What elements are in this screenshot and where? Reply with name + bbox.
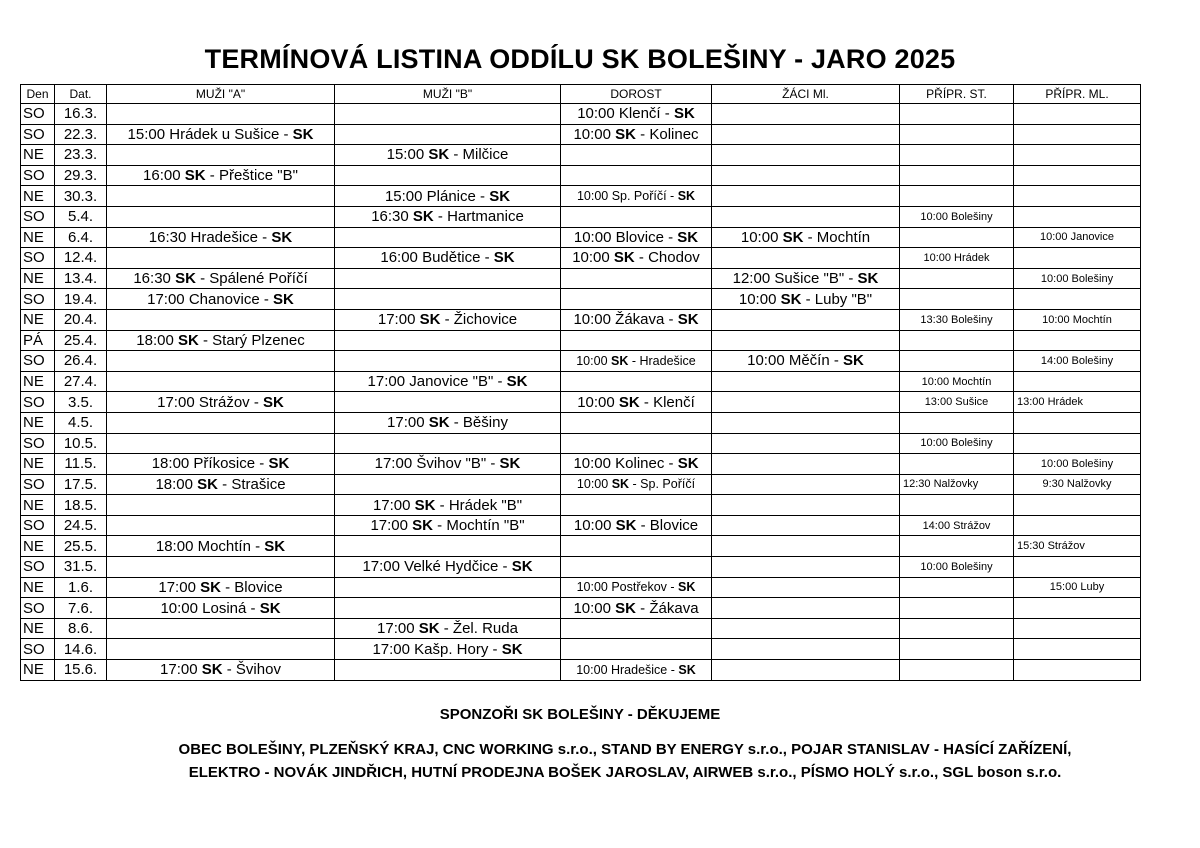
- cell-dorost: 10:00 SK - Chodov: [561, 248, 712, 269]
- cell-pripr-ml: 10:00 Janovice: [1014, 227, 1141, 248]
- cell-muzi-a: 18:00 Mochtín - SK: [107, 536, 335, 557]
- cell-dorost: [561, 165, 712, 186]
- cell-muzi-a: 16:00 SK - Přeštice "B": [107, 165, 335, 186]
- cell-pripr-ml: [1014, 165, 1141, 186]
- cell-pripr-st: [900, 660, 1014, 681]
- table-row: [21, 124, 1141, 145]
- cell-dorost: 10:00 Kolinec - SK: [561, 454, 712, 475]
- page-title: TERMÍNOVÁ LISTINA ODDÍLU SK BOLEŠINY - JARO 2025: [204, 44, 956, 74]
- column-header-pripr-ml: PŘÍPR. ML.: [1014, 85, 1141, 104]
- cell-zaci: [712, 598, 900, 619]
- cell-dorost: [561, 433, 712, 454]
- cell-muzi-a: [107, 515, 335, 536]
- table-row: [21, 248, 1141, 269]
- cell-dorost: 10:00 Hradešice - SK: [561, 660, 712, 681]
- cell-muzi-a: [107, 104, 335, 125]
- cell-muzi-a: 17:00 Chanovice - SK: [107, 289, 335, 310]
- table-row: [21, 536, 1141, 557]
- cell-muzi-a: 17:00 Strážov - SK: [107, 392, 335, 413]
- cell-pripr-st: [900, 536, 1014, 557]
- cell-pripr-st: [900, 639, 1014, 660]
- cell-date: 23.3.: [55, 145, 107, 166]
- cell-dorost: [561, 371, 712, 392]
- cell-date: 26.4.: [55, 351, 107, 372]
- table-row: [21, 639, 1141, 660]
- cell-muzi-a: 17:00 SK - Blovice: [107, 577, 335, 598]
- cell-dorost: 10:00 Postřekov - SK: [561, 577, 712, 598]
- cell-muzi-a: [107, 206, 335, 227]
- cell-muzi-a: [107, 412, 335, 433]
- cell-day: SO: [21, 639, 55, 660]
- cell-pripr-ml: [1014, 515, 1141, 536]
- cell-zaci: [712, 145, 900, 166]
- table-header-row: [21, 85, 1141, 104]
- cell-muzi-a: [107, 433, 335, 454]
- cell-day: SO: [21, 474, 55, 495]
- cell-day: SO: [21, 392, 55, 413]
- cell-muzi-a: [107, 248, 335, 269]
- cell-zaci: 10:00 Měčín - SK: [712, 351, 900, 372]
- table-row: [21, 412, 1141, 433]
- cell-dorost: [561, 495, 712, 516]
- cell-date: 13.4.: [55, 268, 107, 289]
- cell-muzi-a: [107, 186, 335, 207]
- table-row: [21, 660, 1141, 681]
- cell-zaci: [712, 371, 900, 392]
- cell-muzi-b: 16:30 SK - Hartmanice: [335, 206, 561, 227]
- cell-date: 16.3.: [55, 104, 107, 125]
- table-row: [21, 495, 1141, 516]
- cell-pripr-ml: [1014, 145, 1141, 166]
- cell-day: NE: [21, 309, 55, 330]
- cell-dorost: [561, 639, 712, 660]
- cell-pripr-ml: [1014, 289, 1141, 310]
- cell-pripr-ml: [1014, 248, 1141, 269]
- cell-date: 31.5.: [55, 557, 107, 578]
- table-row: [21, 351, 1141, 372]
- table-row: [21, 268, 1141, 289]
- cell-date: 8.6.: [55, 618, 107, 639]
- cell-zaci: [712, 186, 900, 207]
- table-row: [21, 289, 1141, 310]
- cell-muzi-b: 17:00 Švihov "B" - SK: [335, 454, 561, 475]
- cell-muzi-b: [335, 433, 561, 454]
- cell-muzi-a: [107, 351, 335, 372]
- cell-date: 12.4.: [55, 248, 107, 269]
- cell-pripr-ml: [1014, 660, 1141, 681]
- cell-zaci: [712, 557, 900, 578]
- cell-pripr-ml: 9:30 Nalžovky: [1014, 474, 1141, 495]
- cell-day: SO: [21, 165, 55, 186]
- cell-day: NE: [21, 371, 55, 392]
- cell-muzi-a: 18:00 Příkosice - SK: [107, 454, 335, 475]
- table-row: [21, 309, 1141, 330]
- cell-zaci: [712, 392, 900, 413]
- cell-pripr-ml: [1014, 618, 1141, 639]
- cell-day: SO: [21, 289, 55, 310]
- cell-pripr-ml: 13:00 Hrádek: [1014, 392, 1141, 413]
- cell-muzi-a: 15:00 Hrádek u Sušice - SK: [107, 124, 335, 145]
- cell-muzi-a: [107, 618, 335, 639]
- cell-muzi-b: [335, 598, 561, 619]
- table-row: [21, 330, 1141, 351]
- sponsors-list: [0, 738, 1200, 784]
- cell-date: 27.4.: [55, 371, 107, 392]
- cell-dorost: [561, 618, 712, 639]
- cell-day: SO: [21, 351, 55, 372]
- cell-pripr-st: [900, 454, 1014, 475]
- cell-dorost: 10:00 Klenčí - SK: [561, 104, 712, 125]
- cell-pripr-ml: [1014, 206, 1141, 227]
- cell-pripr-ml: [1014, 433, 1141, 454]
- sponsors-line: OBEC BOLEŠINY, PLZEŇSKÝ KRAJ, CNC WORKING s.r.o., STAND BY ENERGY s.r.o., POJAR STANISLAV - HASÍCÍ ZAŘÍZENÍ,: [178, 741, 1072, 758]
- cell-pripr-ml: 10:00 Bolešiny: [1014, 454, 1141, 475]
- cell-pripr-st: [900, 186, 1014, 207]
- cell-date: 18.5.: [55, 495, 107, 516]
- cell-muzi-a: 10:00 Losiná - SK: [107, 598, 335, 619]
- cell-zaci: [712, 474, 900, 495]
- cell-muzi-b: [335, 104, 561, 125]
- cell-dorost: [561, 412, 712, 433]
- cell-muzi-b: [335, 660, 561, 681]
- cell-pripr-st: 10:00 Bolešiny: [900, 433, 1014, 454]
- cell-day: NE: [21, 186, 55, 207]
- cell-pripr-st: [900, 495, 1014, 516]
- cell-pripr-ml: [1014, 598, 1141, 619]
- table-row: [21, 474, 1141, 495]
- cell-pripr-st: [900, 124, 1014, 145]
- cell-pripr-st: [900, 412, 1014, 433]
- cell-pripr-ml: 15:00 Luby: [1014, 577, 1141, 598]
- cell-zaci: 10:00 SK - Luby "B": [712, 289, 900, 310]
- cell-pripr-st: 10:00 Bolešiny: [900, 557, 1014, 578]
- cell-date: 14.6.: [55, 639, 107, 660]
- cell-day: NE: [21, 145, 55, 166]
- cell-dorost: 10:00 Žákava - SK: [561, 309, 712, 330]
- cell-dorost: 10:00 Blovice - SK: [561, 227, 712, 248]
- cell-zaci: [712, 104, 900, 125]
- cell-zaci: [712, 618, 900, 639]
- cell-muzi-a: [107, 495, 335, 516]
- cell-dorost: [561, 289, 712, 310]
- cell-zaci: [712, 124, 900, 145]
- cell-dorost: [561, 268, 712, 289]
- cell-muzi-b: 17:00 SK - Mochtín "B": [335, 515, 561, 536]
- schedule-table: [20, 84, 1141, 681]
- table-row: [21, 557, 1141, 578]
- cell-date: 29.3.: [55, 165, 107, 186]
- cell-day: SO: [21, 248, 55, 269]
- cell-muzi-b: 17:00 SK - Žel. Ruda: [335, 618, 561, 639]
- cell-muzi-b: [335, 330, 561, 351]
- cell-pripr-st: [900, 289, 1014, 310]
- cell-muzi-b: 17:00 SK - Běšiny: [335, 412, 561, 433]
- cell-muzi-b: 16:00 Budětice - SK: [335, 248, 561, 269]
- cell-day: SO: [21, 124, 55, 145]
- cell-zaci: [712, 330, 900, 351]
- cell-pripr-st: [900, 577, 1014, 598]
- cell-pripr-st: 13:00 Sušice: [900, 392, 1014, 413]
- cell-dorost: [561, 557, 712, 578]
- cell-pripr-ml: [1014, 330, 1141, 351]
- cell-day: SO: [21, 104, 55, 125]
- cell-muzi-b: 15:00 SK - Milčice: [335, 145, 561, 166]
- cell-muzi-b: [335, 536, 561, 557]
- cell-muzi-a: 18:00 SK - Strašice: [107, 474, 335, 495]
- column-header-den: Den: [21, 85, 55, 104]
- cell-pripr-st: [900, 104, 1014, 125]
- cell-zaci: [712, 309, 900, 330]
- cell-zaci: [712, 660, 900, 681]
- cell-dorost: [561, 145, 712, 166]
- cell-pripr-ml: [1014, 104, 1141, 125]
- cell-muzi-a: [107, 145, 335, 166]
- schedule-body: [21, 104, 1141, 681]
- cell-pripr-ml: [1014, 371, 1141, 392]
- cell-zaci: [712, 206, 900, 227]
- sponsors-title: SPONZOŘI SK BOLEŠINY - DĚKUJEME: [439, 706, 721, 723]
- cell-pripr-ml: 10:00 Mochtín: [1014, 309, 1141, 330]
- table-row: [21, 577, 1141, 598]
- cell-zaci: [712, 165, 900, 186]
- cell-zaci: [712, 495, 900, 516]
- cell-day: NE: [21, 618, 55, 639]
- cell-day: NE: [21, 268, 55, 289]
- cell-muzi-b: 17:00 Velké Hydčice - SK: [335, 557, 561, 578]
- cell-zaci: [712, 454, 900, 475]
- cell-pripr-st: [900, 268, 1014, 289]
- cell-day: NE: [21, 412, 55, 433]
- cell-date: 11.5.: [55, 454, 107, 475]
- table-row: [21, 371, 1141, 392]
- cell-zaci: 12:00 Sušice "B" - SK: [712, 268, 900, 289]
- cell-zaci: [712, 515, 900, 536]
- cell-pripr-st: 14:00 Strážov: [900, 515, 1014, 536]
- cell-pripr-st: [900, 227, 1014, 248]
- column-header-zaci: ŽÁCI Ml.: [712, 85, 900, 104]
- cell-day: NE: [21, 660, 55, 681]
- cell-date: 20.4.: [55, 309, 107, 330]
- cell-muzi-a: 18:00 SK - Starý Plzenec: [107, 330, 335, 351]
- cell-muzi-b: [335, 392, 561, 413]
- sponsors-line: ELEKTRO - NOVÁK JINDŘICH, HUTNÍ PRODEJNA BOŠEK JAROSLAV, AIRWEB s.r.o., PÍSMO HOLÝ s.r.o., SGL boson s.r.o.: [188, 764, 1062, 781]
- cell-muzi-b: 17:00 SK - Žichovice: [335, 309, 561, 330]
- cell-pripr-st: [900, 330, 1014, 351]
- cell-muzi-a: 17:00 SK - Švihov: [107, 660, 335, 681]
- cell-date: 25.4.: [55, 330, 107, 351]
- cell-day: NE: [21, 227, 55, 248]
- cell-date: 25.5.: [55, 536, 107, 557]
- cell-dorost: 10:00 SK - Hradešice: [561, 351, 712, 372]
- cell-pripr-st: 10:00 Bolešiny: [900, 206, 1014, 227]
- cell-dorost: 10:00 SK - Sp. Poříčí: [561, 474, 712, 495]
- cell-pripr-ml: [1014, 639, 1141, 660]
- cell-muzi-b: [335, 577, 561, 598]
- cell-muzi-a: [107, 557, 335, 578]
- column-header-date: Dat.: [55, 85, 107, 104]
- table-row: [21, 186, 1141, 207]
- table-row: [21, 433, 1141, 454]
- cell-muzi-a: [107, 639, 335, 660]
- cell-pripr-ml: [1014, 124, 1141, 145]
- cell-zaci: [712, 639, 900, 660]
- cell-pripr-st: [900, 351, 1014, 372]
- column-header-pripr-st: PŘÍPR. ST.: [900, 85, 1014, 104]
- column-header-muzi-a: MUŽI "A": [107, 85, 335, 104]
- cell-muzi-b: [335, 165, 561, 186]
- cell-day: PÁ: [21, 330, 55, 351]
- cell-date: 6.4.: [55, 227, 107, 248]
- cell-zaci: [712, 248, 900, 269]
- cell-zaci: [712, 433, 900, 454]
- table-row: [21, 618, 1141, 639]
- cell-pripr-ml: [1014, 495, 1141, 516]
- cell-pripr-st: [900, 598, 1014, 619]
- cell-day: NE: [21, 577, 55, 598]
- cell-muzi-b: 15:00 Plánice - SK: [335, 186, 561, 207]
- cell-pripr-st: 13:30 Bolešiny: [900, 309, 1014, 330]
- cell-pripr-ml: [1014, 412, 1141, 433]
- cell-pripr-ml: [1014, 186, 1141, 207]
- cell-muzi-a: [107, 371, 335, 392]
- cell-muzi-b: [335, 351, 561, 372]
- cell-day: NE: [21, 536, 55, 557]
- cell-muzi-b: 17:00 Kašp. Hory - SK: [335, 639, 561, 660]
- cell-pripr-st: [900, 145, 1014, 166]
- cell-muzi-b: [335, 227, 561, 248]
- cell-date: 22.3.: [55, 124, 107, 145]
- table-row: [21, 165, 1141, 186]
- cell-pripr-st: 10:00 Hrádek: [900, 248, 1014, 269]
- cell-date: 15.6.: [55, 660, 107, 681]
- cell-dorost: [561, 536, 712, 557]
- cell-pripr-ml: 14:00 Bolešiny: [1014, 351, 1141, 372]
- cell-date: 10.5.: [55, 433, 107, 454]
- cell-day: SO: [21, 206, 55, 227]
- cell-day: SO: [21, 433, 55, 454]
- cell-date: 19.4.: [55, 289, 107, 310]
- cell-dorost: [561, 330, 712, 351]
- cell-pripr-st: 10:00 Mochtín: [900, 371, 1014, 392]
- cell-muzi-a: 16:30 SK - Spálené Poříčí: [107, 268, 335, 289]
- cell-pripr-st: [900, 618, 1014, 639]
- cell-day: SO: [21, 557, 55, 578]
- cell-muzi-b: 17:00 Janovice "B" - SK: [335, 371, 561, 392]
- cell-date: 5.4.: [55, 206, 107, 227]
- table-row: [21, 392, 1141, 413]
- cell-day: NE: [21, 454, 55, 475]
- table-row: [21, 227, 1141, 248]
- table-row: [21, 454, 1141, 475]
- cell-muzi-a: 16:30 Hradešice - SK: [107, 227, 335, 248]
- column-header-dorost: DOROST: [561, 85, 712, 104]
- cell-day: NE: [21, 495, 55, 516]
- cell-muzi-b: [335, 268, 561, 289]
- cell-date: 4.5.: [55, 412, 107, 433]
- cell-day: SO: [21, 515, 55, 536]
- cell-date: 7.6.: [55, 598, 107, 619]
- cell-dorost: 10:00 SK - Kolinec: [561, 124, 712, 145]
- cell-zaci: [712, 412, 900, 433]
- cell-date: 1.6.: [55, 577, 107, 598]
- cell-pripr-st: [900, 165, 1014, 186]
- cell-muzi-b: 17:00 SK - Hrádek "B": [335, 495, 561, 516]
- table-row: [21, 104, 1141, 125]
- cell-muzi-b: [335, 289, 561, 310]
- cell-day: SO: [21, 598, 55, 619]
- cell-date: 17.5.: [55, 474, 107, 495]
- cell-pripr-ml: 15:30 Strážov: [1014, 536, 1141, 557]
- cell-dorost: 10:00 SK - Blovice: [561, 515, 712, 536]
- cell-zaci: 10:00 SK - Mochtín: [712, 227, 900, 248]
- cell-date: 3.5.: [55, 392, 107, 413]
- cell-muzi-b: [335, 124, 561, 145]
- table-row: [21, 515, 1141, 536]
- cell-dorost: 10:00 SK - Žákava: [561, 598, 712, 619]
- table-row: [21, 598, 1141, 619]
- cell-pripr-ml: [1014, 557, 1141, 578]
- cell-date: 24.5.: [55, 515, 107, 536]
- table-row: [21, 206, 1141, 227]
- cell-zaci: [712, 536, 900, 557]
- cell-zaci: [712, 577, 900, 598]
- cell-dorost: 10:00 Sp. Poříčí - SK: [561, 186, 712, 207]
- cell-dorost: 10:00 SK - Klenčí: [561, 392, 712, 413]
- cell-muzi-b: [335, 474, 561, 495]
- cell-muzi-a: [107, 309, 335, 330]
- cell-pripr-st: 12:30 Nalžovky: [900, 474, 1014, 495]
- cell-dorost: [561, 206, 712, 227]
- cell-pripr-ml: 10:00 Bolešiny: [1014, 268, 1141, 289]
- cell-date: 30.3.: [55, 186, 107, 207]
- column-header-muzi-b: MUŽI "B": [335, 85, 561, 104]
- table-row: [21, 145, 1141, 166]
